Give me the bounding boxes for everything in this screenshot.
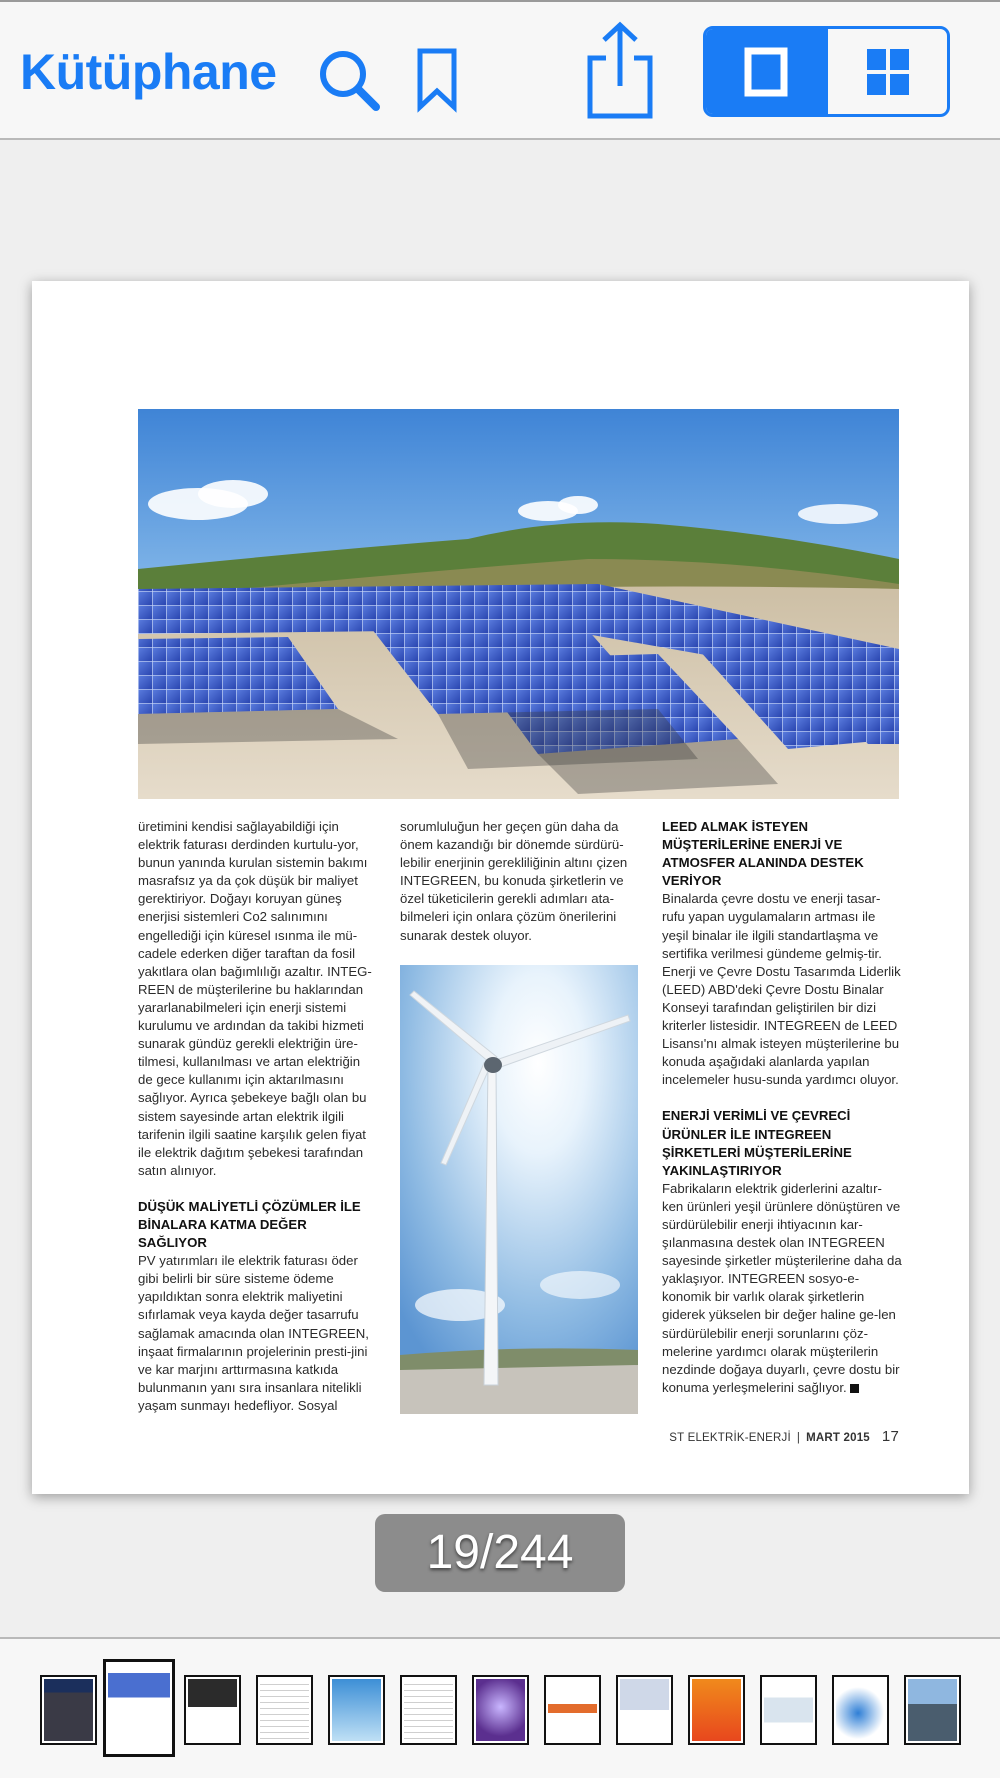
page-thumbnail[interactable] [184, 1675, 241, 1745]
bookmark-icon[interactable] [415, 47, 459, 113]
page-footer [669, 1428, 899, 1445]
article-subheading: DÜŞÜK MALİYETLİ ÇÖZÜMLER İLE BİNALARA KATMA DEĞER SAĞLIYOR [138, 1198, 361, 1251]
page-thumbnail[interactable] [544, 1675, 601, 1745]
article-subheading: ENERJİ VERİMLİ VE ÇEVRECİ ÜRÜNLER İLE INTEGREEN ŞİRKETLERİ MÜŞTERİLERİNE YAKINLAŞTIRIYOR [662, 1108, 852, 1178]
page-thumbnail[interactable] [616, 1675, 673, 1745]
article-column-1 [138, 818, 376, 1415]
share-icon[interactable] [584, 20, 656, 122]
article-column-3 [662, 818, 902, 1397]
page-thumbnail[interactable] [688, 1675, 745, 1745]
end-mark-icon [850, 1384, 859, 1393]
page-thumbnail-current[interactable] [103, 1659, 175, 1757]
single-page-icon [744, 47, 788, 97]
article-paragraph: Binalarda çevre dostu ve enerji tasar-rufu yapan uygulamaların artması ile yeşil binalar ile ilgili standartlaşma ve sertifika verilmesi gündeme gelmiş-tir. Enerji ve Çevre Dostu Tasarımda Liderlik (LEED) ABD'deki Çevre Dostu Binalar Konseyi tarafından geliştirilen bir dizi kriterler listesidir. INTEGREEN de LEED Lisansı'nı almak isteyen müşterilerine bu konuda aşağıdaki alanlarda yapılan incelemeler husu-sunda yardımcı oluyor. [662, 891, 901, 1088]
article-column-2 [400, 818, 638, 945]
wind-turbine-photo [400, 965, 638, 1414]
view-mode-segmented-control [703, 26, 950, 117]
magazine-page[interactable] [32, 281, 969, 1494]
page-thumbnail[interactable] [760, 1675, 817, 1745]
page-thumbnail[interactable] [832, 1675, 889, 1745]
page-thumbnail[interactable] [256, 1675, 313, 1745]
article-paragraph: sorumluluğun her geçen gün daha da önem kazandığı bir dönemde sürdürü-lebilir enerjinin gerekliliğinin altını çizen INTEGREEN, bu konuda şirketlerin ve özel tüketicilerin gerekli adımları ata-bilmeleri için onlara çözüm önerilerini sunarak destek oluyor. [400, 819, 628, 943]
page-thumbnail[interactable] [904, 1675, 961, 1745]
page-thumbnail[interactable] [400, 1675, 457, 1745]
library-back-link[interactable]: Kütüphane [20, 44, 277, 100]
solar-panels-photo [138, 409, 899, 799]
footer-separator: | [796, 1432, 801, 1444]
page-number: 17 [881, 1428, 899, 1445]
article-paragraph-text: Fabrikaların elektrik giderlerini azaltır-ken ürünleri yeşil ürünlere dönüştüren ve sürdürülebilir enerji ihtiyacının kar-şılanmasına destek olan INTEGREEN sayesinde şirketler müşterilerine daha da yaklaşıyor. INTEGREEN sosyo-e-konomik bir varlık olarak şirketlerin giderek yükselen bir değer haline ge-len sürdürülebilir enerji sorunlarını çöz-melerine yardımcı olarak müşterilerin nezdinde doğaya duyarlı, çevre dostu bir konuma yerleşmelerini sağlıyor. [662, 1180, 902, 1395]
grid-view-button[interactable] [825, 29, 947, 114]
article-paragraph [662, 1180, 902, 1397]
page-counter: 19/244 [375, 1514, 625, 1592]
article-subheading: LEED ALMAK İSTEYEN MÜŞTERİLERİNE ENERJİ VE ATMOSFER ALANINDA DESTEK VERİYOR [662, 819, 864, 889]
article-paragraph: üretimini kendisi sağlayabildiği için elektrik faturası derdinden kurtulu-yor, bunun yanında kurulan sistemin bakımı masrafsız ya da çok düşük bir maliyet gerektiriyor. Doğayı koruyan güneş enerjisi sistemleri Co2 salınımını engellediği için küresel ısınma ile mü-cadele ederken diğer taraftan da fosil yakıtlara olan bağımlılığı azaltır. INTEG-REEN de müşterilerine bu haklarından yararlanabilmeleri için enerji sistemi kurulumu ve ardından da takibi hizmeti sunarak gündüz gerekli elektriğin üre-tilmesi, kullanılması ve artan elektriğin de gece kullanımı için aktarılmasını sağlıyor. Ayrıca şebekeye bağlı olan bu sistem sayesinde artan elektrik ilgili tarifenin ilgili saatine karşılık gelen fiyat ile elektrik dağıtım şebekesi tarafından satın alınıyor. [138, 819, 372, 1178]
article-paragraph: PV yatırımları ile elektrik faturası öder gibi belirli bir süre sisteme ödeme yapıldıktan sonra elektrik maliyetini sıfırlamak veya kayda değer tasarrufu sağlamak amacında olan INTEGREEN, inşaat firmalarının projelerinin presti-jini ve kar marjını arttırmasına katkıda bulunmanın yanı sıra insanlara nitelikli yaşam sunmayı hedefliyor. Sosyal [138, 1253, 369, 1413]
page-thumbnail[interactable] [40, 1675, 97, 1745]
thumbnail-strip [0, 1637, 1000, 1778]
top-toolbar [0, 0, 1000, 140]
page-thumbnail[interactable] [472, 1675, 529, 1745]
issue-date: MART 2015 [806, 1432, 870, 1444]
single-page-view-button[interactable] [706, 29, 825, 114]
publication-name: ST ELEKTRİK-ENERJİ [669, 1432, 791, 1444]
grid-icon [865, 47, 911, 97]
page-thumbnail[interactable] [328, 1675, 385, 1745]
search-icon[interactable] [314, 45, 384, 115]
